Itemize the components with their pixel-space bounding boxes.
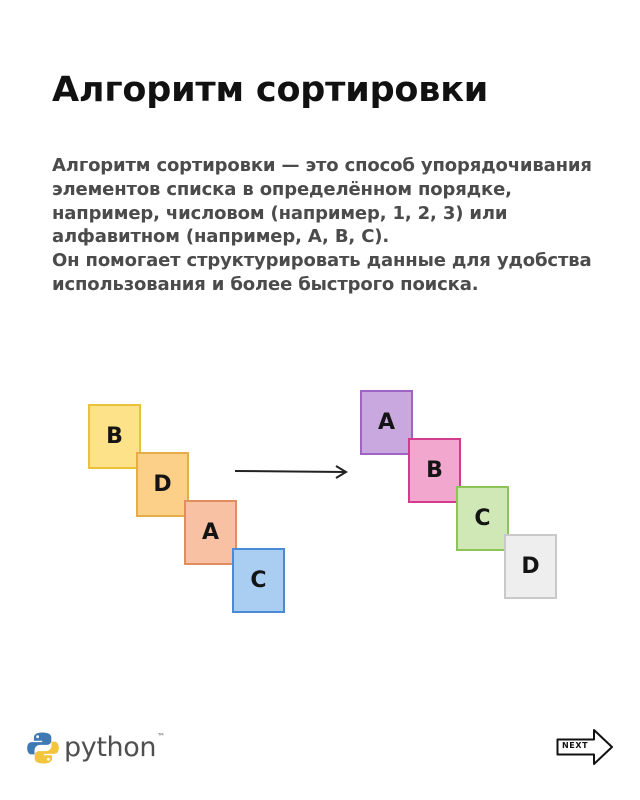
sorted-tile-c xyxy=(456,486,509,551)
unsorted-tile-d xyxy=(136,452,189,517)
arrow-right-icon xyxy=(235,462,353,480)
description xyxy=(52,154,592,297)
tile-label: A xyxy=(201,520,220,545)
tile-label: D xyxy=(153,472,172,497)
tile-label: A xyxy=(377,410,396,435)
python-wordmark: python xyxy=(64,731,157,763)
page-title: Алгоритм сортировки xyxy=(52,70,489,110)
next-button[interactable] xyxy=(556,728,614,766)
next-label: NEXT xyxy=(562,741,589,750)
sorted-tile-b xyxy=(408,438,461,503)
unsorted-tile-c xyxy=(232,548,285,613)
tile-label: D xyxy=(521,554,540,579)
description-paragraph-1: Алгоритм сортировки — это способ упорядочивания элементов списка в определённом порядке, например, числовом (например, 1, 2, 3) или алфавитном (например, A, B, C). xyxy=(52,155,592,248)
tile-label: C xyxy=(474,506,491,531)
sorted-tile-a xyxy=(360,390,413,455)
trademark-symbol: ™ xyxy=(157,731,166,741)
python-logo xyxy=(26,726,166,770)
tile-label: B xyxy=(106,424,123,449)
tile-label: C xyxy=(250,568,267,593)
unsorted-tile-b xyxy=(88,404,141,469)
description-paragraph-2: Он помогает структурировать данные для удобства использования и более быстрого поиска. xyxy=(52,250,592,295)
tile-label: B xyxy=(426,458,443,483)
python-logo-icon xyxy=(26,731,60,765)
sorted-tile-d xyxy=(504,534,557,599)
unsorted-tile-a xyxy=(184,500,237,565)
